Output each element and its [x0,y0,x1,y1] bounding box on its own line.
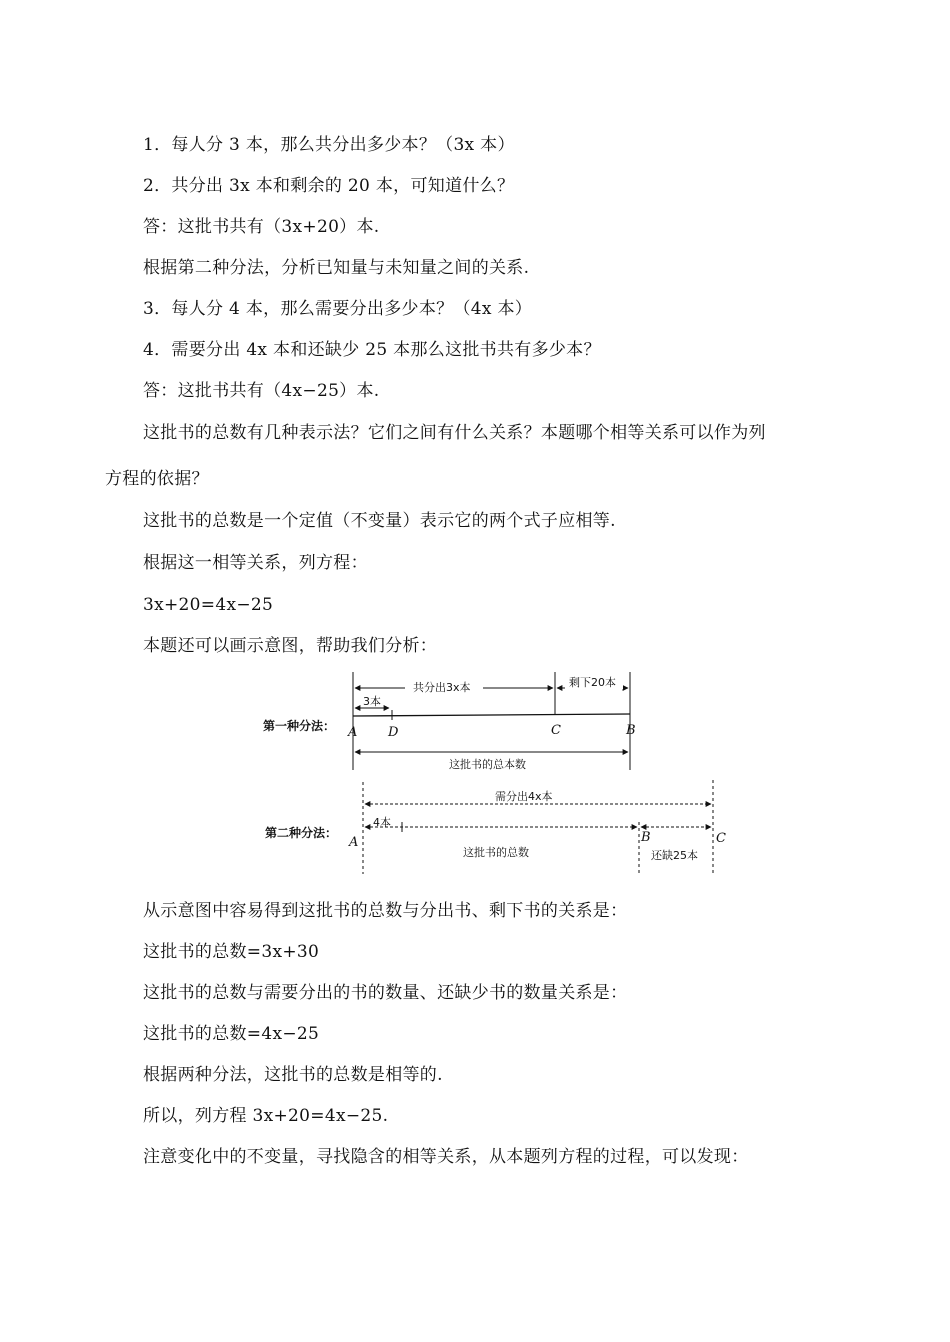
equality-note: 根据两种分法，这批书的总数是相等的. [143,1065,443,1085]
relation-2: 这批书的总数=4x−25 [143,1024,320,1044]
analysis-intro: 根据第二种分法，分析已知量与未知量之间的关系. [143,258,530,278]
question-1: 1．每人分 3 本，那么共分出多少本？（3x 本） [143,135,515,155]
point-b-2: B [641,830,651,845]
relation-1: 这批书的总数=3x+30 [143,942,320,962]
method-2-diagram [265,780,726,874]
diagram-conclusion-1: 从示意图中容易得到这批书的总数与分出书、剩下书的关系是： [143,901,628,921]
point-b-1: B [626,723,636,738]
question-2: 2．共分出 3x 本和剩余的 20 本，可知道什么？ [143,176,515,196]
diagram-conclusion-2: 这批书的总数与需要分出的书的数量、还缺少书的数量关系是： [143,983,628,1003]
method-1-remaining: 剩下20本 [569,676,616,689]
point-d: D [388,725,399,740]
question-4: 4．需要分出 4x 本和还缺少 25 本那么这批书共有多少本？ [143,340,601,360]
method-1-label: 第一种分法： [263,719,336,733]
method-2-shortfall: 还缺25本 [651,849,698,862]
discussion-question: 这批书的总数有几种表示法？它们之间有什么关系？本题哪个相等关系可以作为列 [143,423,766,443]
schematic-diagram [255,666,735,880]
diagram-intro: 本题还可以画示意图，帮助我们分析： [143,636,438,656]
answer-1: 答：这批书共有（3x+20）本. [143,217,380,237]
point-c-2: C [716,831,726,846]
point-a-2: A [349,835,359,850]
final-equation: 所以，列方程 3x+20=4x−25. [143,1106,389,1126]
method-1-diagram [263,672,636,771]
method-1-per-person: 3本 [363,695,381,708]
method-1-total: 这批书的总本数 [449,758,526,771]
summary-note: 注意变化中的不变量，寻找隐含的相等关系，从本题列方程的过程，可以发现： [143,1147,749,1167]
method-2-needed: 需分出4x本 [495,790,553,803]
method-2-label: 第二种分法： [265,826,338,840]
question-3: 3．每人分 4 本，那么需要分出多少本？（4x 本） [143,299,533,319]
method-2-total: 这批书的总数 [463,846,529,859]
point-c-1: C [551,723,561,738]
answer-2: 答：这批书共有（4x−25）本. [143,381,380,401]
point-a-1: A [348,725,358,740]
method-1-distributed: 共分出3x本 [413,681,471,694]
method-2-per-person: 4本 [373,816,391,829]
equation: 3x+20=4x−25 [143,595,274,615]
discussion-question-cont: 方程的依据？ [105,469,209,489]
invariant-statement: 这批书的总数是一个定值（不变量）表示它的两个式子应相等. [143,511,616,531]
equation-intro: 根据这一相等关系，列方程： [143,553,368,573]
